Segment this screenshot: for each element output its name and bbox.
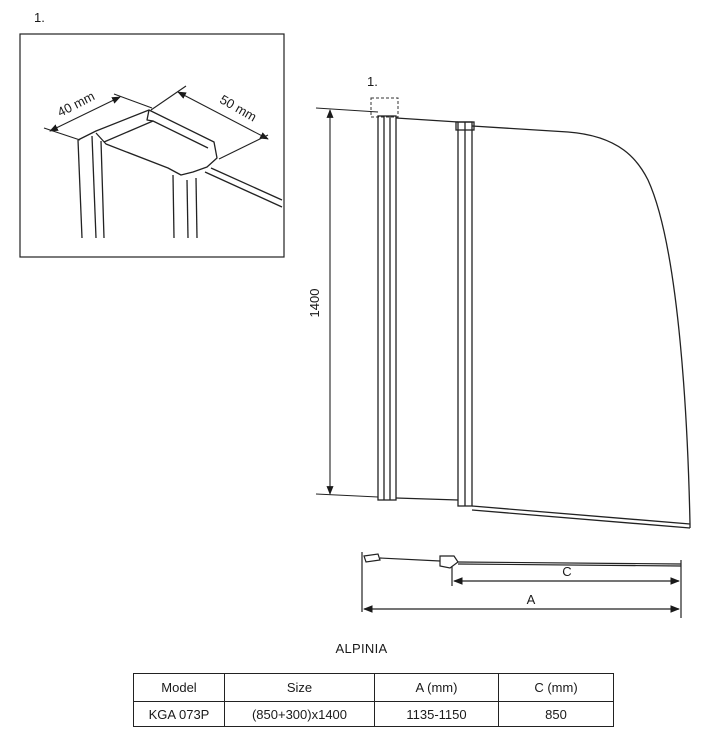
wall-profile: [378, 116, 396, 500]
cell-a: 1135-1150: [375, 702, 499, 727]
table-header-row: [134, 674, 614, 702]
front-detail-marker: 1.: [367, 74, 378, 89]
product-name: ALPINIA: [335, 641, 388, 656]
fixed-panel: [396, 118, 458, 500]
cell-size: (850+300)x1400: [225, 702, 375, 727]
spec-table: [133, 673, 614, 727]
top-view-profile: [364, 554, 380, 562]
cell-model: KGA 073P: [134, 702, 225, 727]
dim-height-label: 1400: [307, 288, 322, 318]
profile-cap-drawing: [78, 110, 282, 238]
front-view: [307, 74, 690, 528]
swing-panel: [472, 126, 690, 528]
header-model: Model: [134, 674, 225, 702]
header-a: A (mm): [375, 674, 499, 702]
dim-50mm-label: 50 mm: [217, 91, 260, 125]
header-size: Size: [225, 674, 375, 702]
cell-c: 850: [499, 702, 614, 727]
dim-a-label: A: [526, 592, 536, 607]
detail-inset: [20, 10, 284, 257]
detail-frame: [20, 34, 284, 257]
dim-c-label: C: [562, 564, 572, 579]
detail-callout-box: [371, 98, 398, 117]
header-c: C (mm): [499, 674, 614, 702]
top-view: [362, 552, 681, 618]
dim-height: [316, 108, 378, 497]
table-row: [134, 702, 614, 727]
top-view-hinge: [440, 556, 458, 568]
hinge-profile: [456, 122, 474, 506]
dim-40mm-label: 40 mm: [54, 88, 98, 120]
detail-marker: 1.: [34, 10, 45, 25]
